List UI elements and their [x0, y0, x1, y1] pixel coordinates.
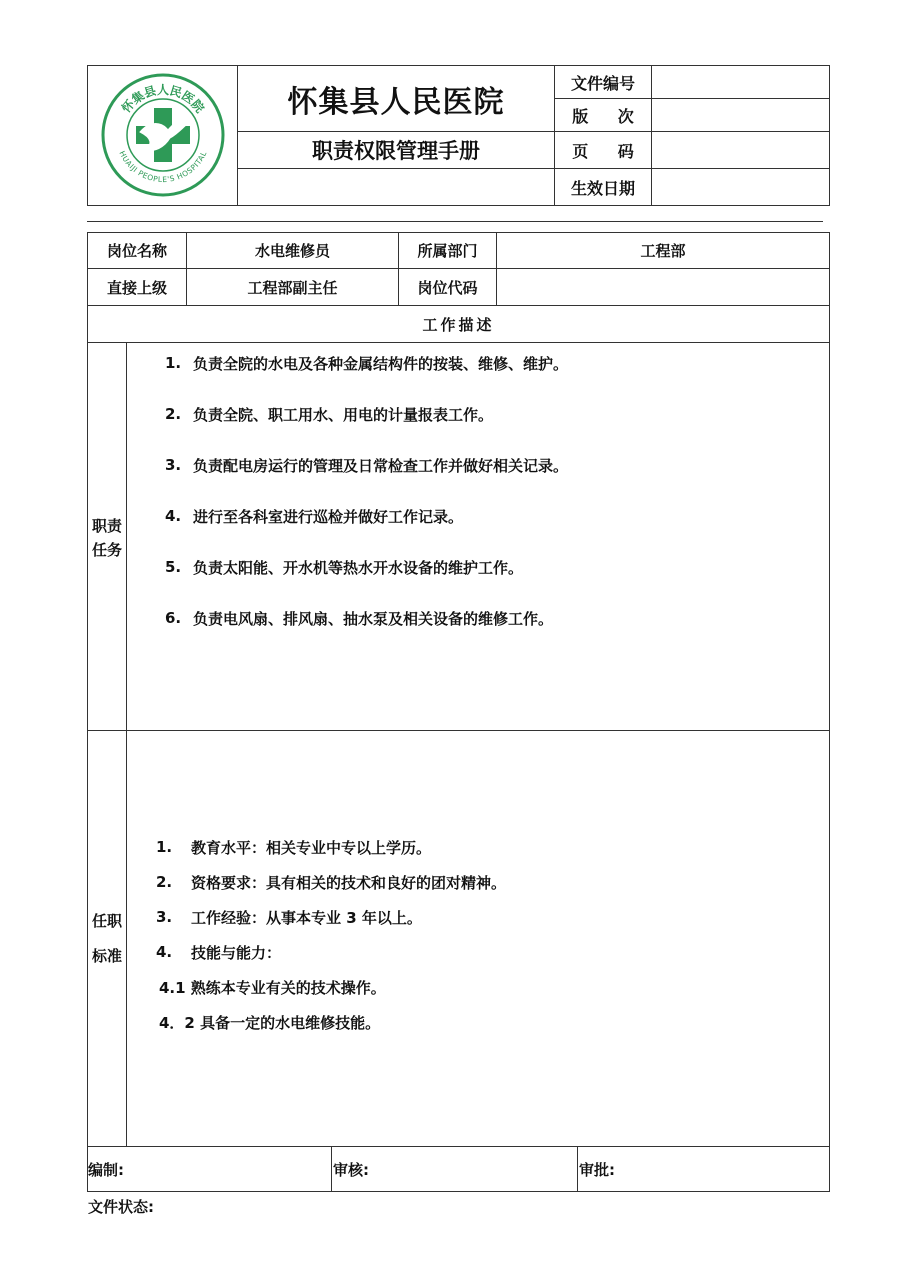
list-item — [156, 834, 816, 860]
list-item-num: 3. — [156, 908, 173, 926]
list-item — [156, 904, 816, 930]
review-label: 审核: — [333, 1160, 369, 1179]
list-item-num: 5. — [165, 558, 182, 576]
duties-label — [88, 514, 126, 562]
list-item-num: 2. — [165, 405, 182, 423]
duties-label-line1: 职责 — [91, 517, 122, 535]
manual-title: 职责权限管理手册 — [312, 139, 480, 163]
list-item-text: 负责全院的水电及各种金属结构件的按装、维修、维护。 — [193, 354, 569, 373]
list-item — [165, 350, 815, 376]
field-version-label: 版 次 — [572, 106, 646, 126]
approve-label: 审批: — [579, 1160, 615, 1179]
list-item-num: 4. — [156, 943, 173, 961]
field-doc-number-label: 文件编号 — [570, 73, 635, 93]
requirements-label — [88, 904, 126, 974]
list-item-text: 教育水平：相关专业中专以上学历。 — [191, 838, 432, 857]
requirements-label-line2: 标准 — [91, 947, 122, 965]
position-name-value: 水电维修员 — [254, 242, 330, 260]
document-status-label: 文件状态: — [88, 1197, 154, 1216]
compile-label: 编制: — [88, 1160, 124, 1179]
list-item — [156, 869, 816, 895]
superior-label: 直接上级 — [106, 278, 167, 297]
position-code-label: 岗位代码 — [417, 278, 478, 297]
list-item-num: 4. — [165, 507, 182, 525]
list-item — [165, 452, 815, 478]
list-item — [165, 503, 815, 529]
list-item-num: 1. — [156, 838, 173, 856]
list-item-text: 负责电风扇、排风扇、抽水泵及相关设备的维修工作。 — [193, 609, 554, 628]
sub-list-item: 4．2 具备一定的水电维修技能。 — [159, 1013, 381, 1032]
hospital-name: 怀集县人民医院 — [287, 84, 505, 120]
hospital-logo — [100, 72, 226, 198]
list-item-text: 进行至各科室进行巡检并做好工作记录。 — [193, 507, 464, 526]
requirements-label-line1: 任职 — [91, 912, 122, 930]
list-item-text: 资格要求：具有相关的技术和良好的团对精神。 — [191, 873, 507, 892]
list-item-text: 技能与能力： — [191, 943, 282, 962]
list-item-num: 3. — [165, 456, 182, 474]
duties-label-line2: 任务 — [91, 541, 122, 559]
list-item-num: 6. — [165, 609, 182, 627]
list-item-num: 1. — [165, 354, 182, 372]
list-item-text: 负责全院、职工用水、用电的计量报表工作。 — [193, 405, 494, 424]
logo-text-en: HUAIJI PEOPLE'S HOSPITAL — [117, 149, 209, 185]
department-label: 所属部门 — [417, 242, 478, 260]
list-item-text: 负责配电房运行的管理及日常检查工作并做好相关记录。 — [193, 456, 569, 475]
department-value: 工程部 — [640, 242, 686, 260]
field-page-label: 页 码 — [572, 141, 646, 161]
logo-text-cn: 怀集县人民医院 — [119, 83, 207, 116]
list-item-text: 工作经验：从事本专业 3 年以上。 — [191, 908, 422, 927]
work-description-title: 工作描述 — [422, 315, 495, 334]
position-name-label: 岗位名称 — [106, 242, 167, 260]
list-item — [156, 939, 816, 965]
requirements-list — [156, 834, 816, 1035]
list-item — [165, 554, 815, 580]
sub-list-item: 4.1 熟练本专业有关的技术操作。 — [159, 978, 386, 997]
list-item — [165, 401, 815, 427]
duties-list — [165, 350, 815, 631]
list-item — [165, 605, 815, 631]
field-effective-date-label: 生效日期 — [570, 178, 635, 198]
superior-value: 工程部副主任 — [247, 278, 338, 297]
list-item-num: 2. — [156, 873, 173, 891]
position-code-value — [497, 269, 829, 305]
list-item-text: 负责太阳能、开水机等热水开水设备的维护工作。 — [193, 558, 524, 577]
header-divider — [87, 221, 823, 222]
